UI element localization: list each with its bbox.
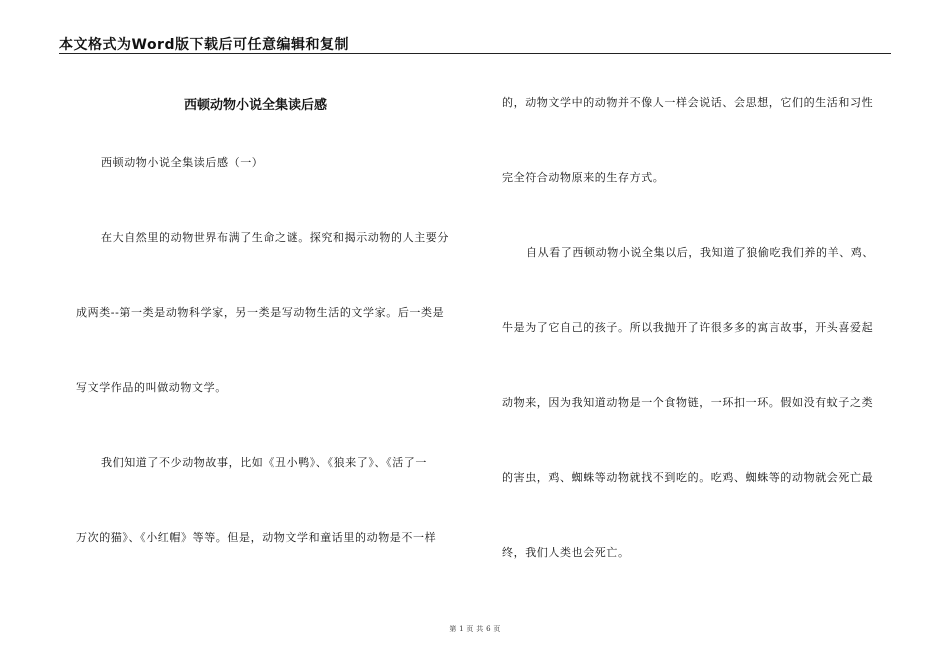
page-header: [59, 33, 891, 54]
left-line-0: 西顿动物小说全集读后感（一）: [101, 156, 264, 169]
left-line-3: 写文学作品的叫做动物文学。: [76, 381, 227, 394]
document-title: 西顿动物小说全集读后感: [184, 98, 328, 113]
left-line-1: 在大自然里的动物世界布满了生命之谜。探究和揭示动物的人主要分: [101, 231, 449, 244]
header-text: 本文格式为Word版下载后可任意编辑和复制: [59, 37, 349, 53]
right-line-5: 的害虫，鸡、蜘蛛等动物就找不到吃的。吃鸡、蜘蛛等的动物就会死亡最: [502, 471, 874, 484]
left-line-2: 成两类--第一类是动物科学家，另一类是写动物生活的文学家。后一类是: [76, 306, 445, 319]
right-line-0: 的，动物文学中的动物并不像人一样会说话、会思想，它们的生活和习性: [502, 96, 874, 109]
right-line-2: 自从看了西顿动物小说全集以后，我知道了狼偷吃我们养的羊、鸡、: [526, 246, 874, 259]
right-line-3: 牛是为了它自己的孩子。所以我抛开了许很多多的寓言故事，开头喜爱起: [502, 321, 874, 334]
page-number: 第 1 页 共 6 页: [449, 625, 501, 633]
right-line-1: 完全符合动物原来的生存方式。: [502, 171, 665, 184]
left-line-5: 万次的猫》、《小红帽》等等。但是，动物文学和童话里的动物是不一样: [76, 531, 437, 544]
right-line-6: 终，我们人类也会死亡。: [502, 546, 630, 559]
left-line-4: 我们知道了不少动物故事，比如《丑小鸭》、《狼来了》、《活了一: [101, 456, 427, 469]
right-line-4: 动物来，因为我知道动物是一个食物链，一环扣一环。假如没有蚊子之类: [502, 396, 874, 409]
